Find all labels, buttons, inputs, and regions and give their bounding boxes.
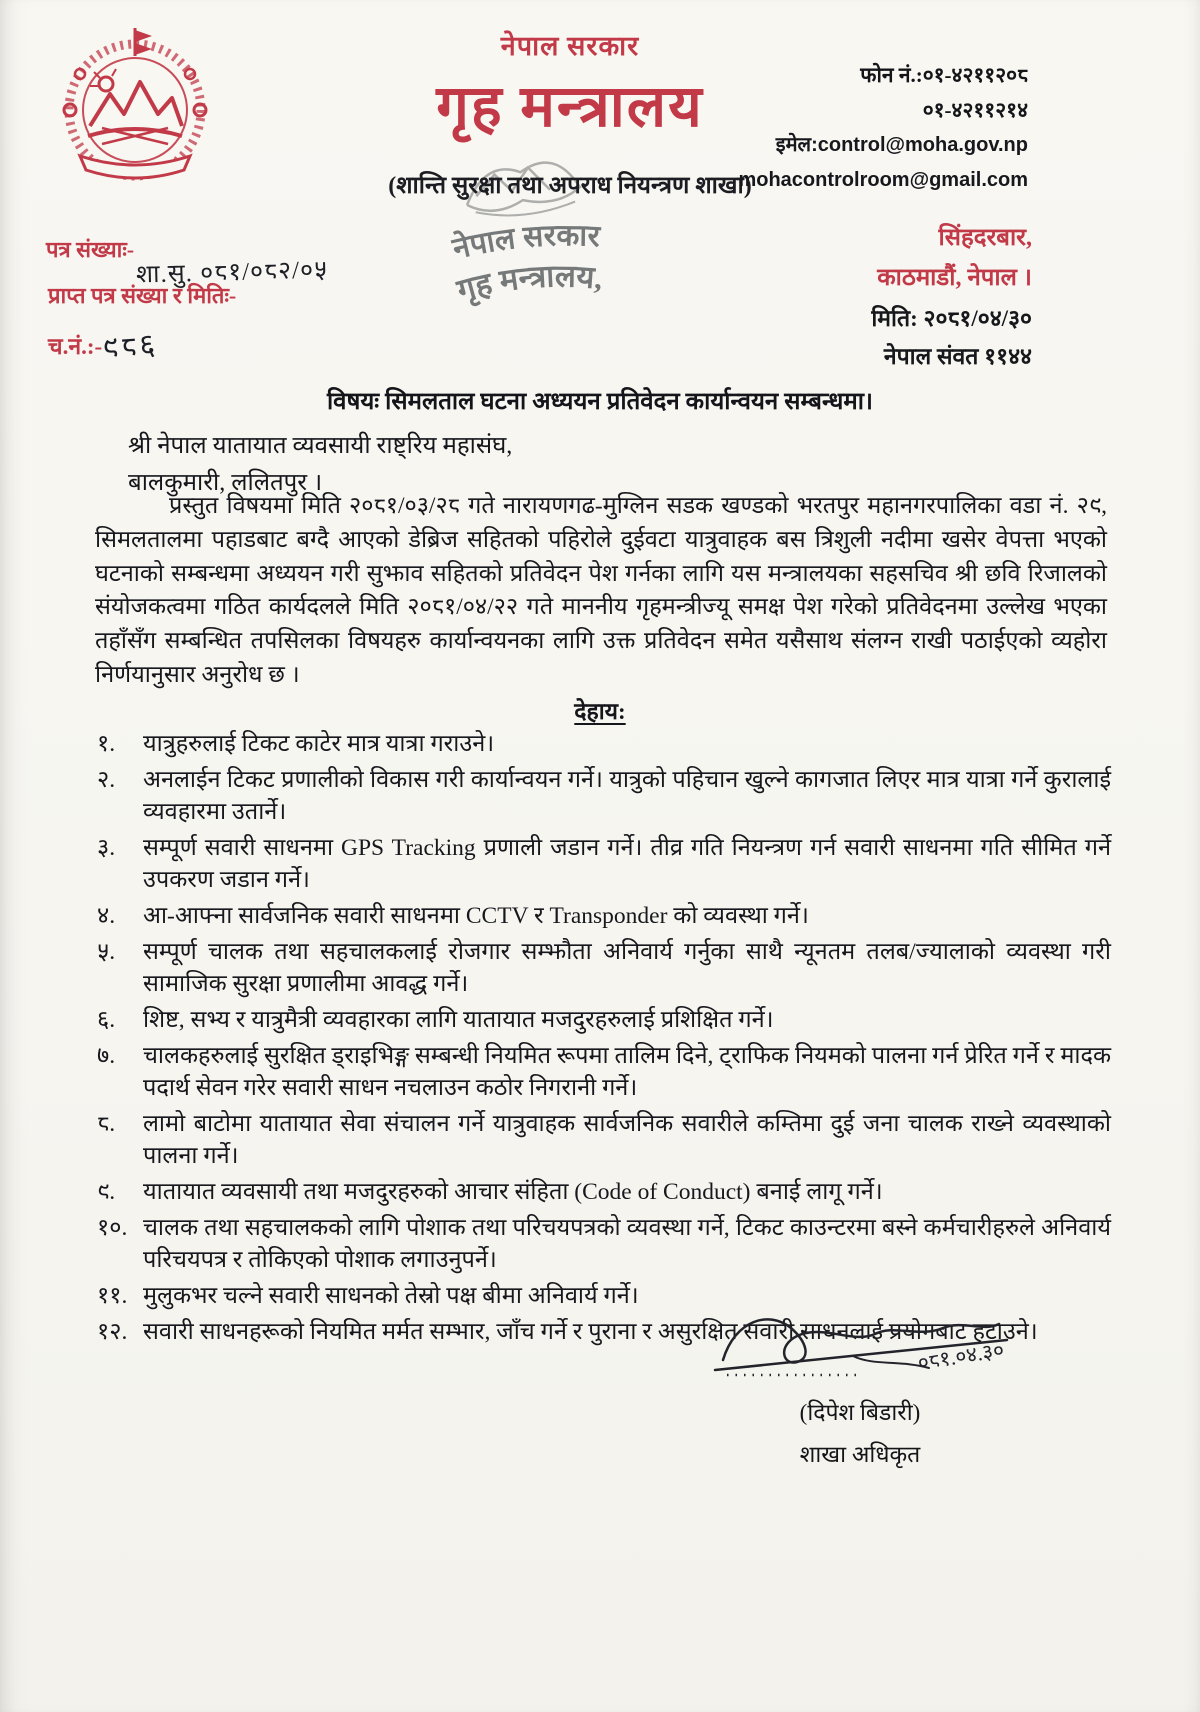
date-block: [871, 300, 1032, 376]
signatory-title: शाखा अधिकृत: [799, 1442, 921, 1467]
list-heading: देहाय:: [574, 699, 626, 724]
list-item-text: चालकहरुलाई सुरक्षित ड्राइभिङ्ग सम्बन्धी नियमित रूपमा तालिम दिने, ट्राफिक नियमको पालना गर्न प्रेरित गर्ने र मादक पदार्थ सेवन गरेर सवारी साधन नचलाउन कठोर निगरानी गर्ने।: [143, 1043, 1111, 1101]
contact-block: [738, 58, 1028, 198]
list-item: [97, 898, 1111, 934]
branch-name: (शान्ति सुरक्षा तथा अपराध नियन्त्रण शाखा): [388, 173, 752, 199]
list-item-number: ९.: [97, 1179, 116, 1205]
signature-block: [690, 1302, 1030, 1469]
office-location-line1: सिंहदरबार,: [938, 225, 1032, 251]
list-item: [97, 1038, 1111, 1106]
office-location-line2: काठमाडौं, नेपाल ।: [877, 265, 1032, 291]
letter-number-label: पत्र संख्याः-: [46, 237, 135, 262]
signature-date-note: ०८१.०४.३०: [916, 1337, 1006, 1375]
stamp-text-line1: नेपाल सरकार: [449, 219, 601, 266]
list-item-number: १.: [97, 731, 116, 757]
list-item-text: शिष्ट, सभ्य र यात्रुमैत्री व्यवहारका लागि यातायात मजदुरहरुलाई प्रशिक्षित गर्ने।: [143, 1007, 774, 1033]
stamp-text-line2: गृह मन्त्रालय,: [453, 258, 605, 308]
list-item-text: यात्रुहरुलाई टिकट काटेर मात्र यात्रा गराउने।: [143, 731, 495, 757]
dispatch-number-value: ९८६: [101, 328, 160, 365]
list-item: [97, 934, 1111, 1002]
signatory-name: (दिपेश बिडारी): [799, 1400, 921, 1425]
list-item-text: सवारी साधनहरूको नियमित मर्मत सम्भार, जाँच गर्ने र पुराना र असुरक्षित सवारी साधनलाई प्रयोगबाट हटाउने।: [143, 1319, 1038, 1345]
body-paragraph: प्रस्तुत विषयमा मिति २०८१/०३/२८ गते नारायणगढ-मुग्लिन सडक खण्डको भरतपुर महानगरपालिका वडा नं. २९, सिमलतालमा पहाडबाट बग्दै आएको डेब्रिज सहितको पहिरोले दुईवटा यात्रुवाहक बस त्रिशुली नदीमा खसेर वेपत्ता भएको घटनाको सम्बन्धमा अध्ययन गरी सुझाव सहितको प्रतिवेदन पेश गर्नका लागि यस मन्त्रालयका सहसचिव श्री छवि रिजालको संयोजकत्वमा गठित कार्यदलले मिति २०८१/०४/२२ गते माननीय गृहमन्त्रीज्यू समक्ष पेश गरेको प्रतिवेदनमा उल्लेख भएका तहाँसँग सम्बन्धित तपसिलका विषयहरु कार्यान्वयनका लागि उक्त प्रतिवेदन समेत यसैसाथ संलग्न राखी पठाईएको व्यहोरा निर्णयानुसार अनुरोध छ ।: [95, 493, 1107, 688]
directive-list: [97, 726, 1111, 1350]
phone-number-2: ०१-४२११२१४: [922, 98, 1028, 122]
list-item: [97, 762, 1111, 830]
list-item: [97, 1002, 1111, 1038]
dispatch-number-label: च.नं.:-: [48, 334, 103, 359]
nepal-government-emblem-icon: [50, 16, 220, 193]
list-item-number: ८.: [97, 1111, 116, 1137]
ministry-name: गृह मन्त्रालय: [436, 74, 704, 139]
letter-number-value: शा.सु. ०८१/०८२/०५: [135, 256, 329, 289]
received-letter-label: प्राप्त पत्र संख्या र मितिः-: [48, 283, 237, 308]
subject-line: विषयः सिमलताल घटना अध्ययन प्रतिवेदन कार्यान्वयन सम्बन्धमा।: [326, 389, 874, 415]
letter-date: मिति: २०८१/०४/३०: [871, 306, 1032, 331]
recipient-address: बालकुमारी, ललितपुर ।: [128, 470, 323, 496]
list-item-text: सम्पूर्ण चालक तथा सहचालकलाई रोजगार सम्झौता अनिवार्य गर्नुका साथै न्यूनतम तलब/ज्यालाको व्यवस्था गरी सामाजिक सुरक्षा प्रणालीमा आवद्ध गर्ने।: [143, 939, 1111, 997]
phone-number-1: फोन नं.:०१-४२११२०८: [860, 63, 1028, 87]
list-item: [97, 1210, 1111, 1278]
list-item-text: अनलाईन टिकट प्रणालीको विकास गरी कार्यान्वयन गर्ने। यात्रुको पहिचान खुल्ने कागजात लिएर मात्र यात्रा गर्ने कुरालाई व्यवहारमा उतार्ने।: [143, 767, 1111, 825]
recipient-name: श्री नेपाल यातायात व्यवसायी राष्ट्रिय महासंघ,: [128, 433, 513, 459]
list-item-text: लामो बाटोमा यातायात सेवा संचालन गर्ने यात्रुवाहक सार्वजनिक सवारीले कम्तिमा दुई जना चालक राख्ने व्यवस्थाको पालना गर्ने।: [143, 1111, 1111, 1169]
government-name: नेपाल सरकार: [500, 31, 640, 61]
list-item-number: १२.: [97, 1319, 128, 1345]
email-address-2: mohacontrolroom@gmail.com: [738, 169, 1028, 191]
list-item: [97, 726, 1111, 762]
list-item-text: चालक तथा सहचालकको लागि पोशाक तथा परिचयपत्रको व्यवस्था गर्ने, टिकट काउन्टरमा बस्ने कर्मचारीहरुले अनिवार्य परिचयपत्र र तोकिएको पोशाक लगाउनुपर्ने।: [143, 1215, 1111, 1273]
list-item: [97, 1174, 1111, 1210]
email-address-1: इमेल:control@moha.gov.np: [775, 134, 1028, 156]
list-item-number: ११.: [97, 1283, 128, 1309]
reference-block: [46, 234, 476, 374]
list-item-number: ५.: [97, 939, 116, 965]
list-item-number: ७.: [97, 1043, 116, 1069]
nepal-sambat: नेपाल संवत ११४४: [883, 344, 1032, 369]
office-location: [877, 218, 1032, 298]
list-item-number: ३.: [97, 835, 116, 861]
list-item-number: ४.: [97, 903, 116, 929]
list-item-number: १०.: [97, 1215, 128, 1241]
list-item-text: आ-आफ्ना सार्वजनिक सवारी साधनमा CCTV र Transponder को व्यवस्था गर्ने।: [143, 903, 809, 929]
list-item-text: यातायात व्यवसायी तथा मजदुरहरुको आचार संहिता (Code of Conduct) बनाई लागू गर्ने।: [143, 1179, 883, 1205]
list-item: [97, 1106, 1111, 1174]
list-item-number: ६.: [97, 1007, 116, 1033]
signature-scribble: [705, 1302, 1015, 1392]
list-item-number: २.: [97, 767, 116, 793]
list-item: [97, 830, 1111, 898]
list-item-text: सम्पूर्ण सवारी साधनमा GPS Tracking प्रणाली जडान गर्ने। तीव्र गति नियन्त्रण गर्न सवारी साधनमा गति सीमित गर्ने उपकरण जडान गर्ने।: [143, 835, 1111, 893]
list-item-text: मुलुकभर चल्ने सवारी साधनको तेस्रो पक्ष बीमा अनिवार्य गर्ने।: [143, 1283, 639, 1309]
